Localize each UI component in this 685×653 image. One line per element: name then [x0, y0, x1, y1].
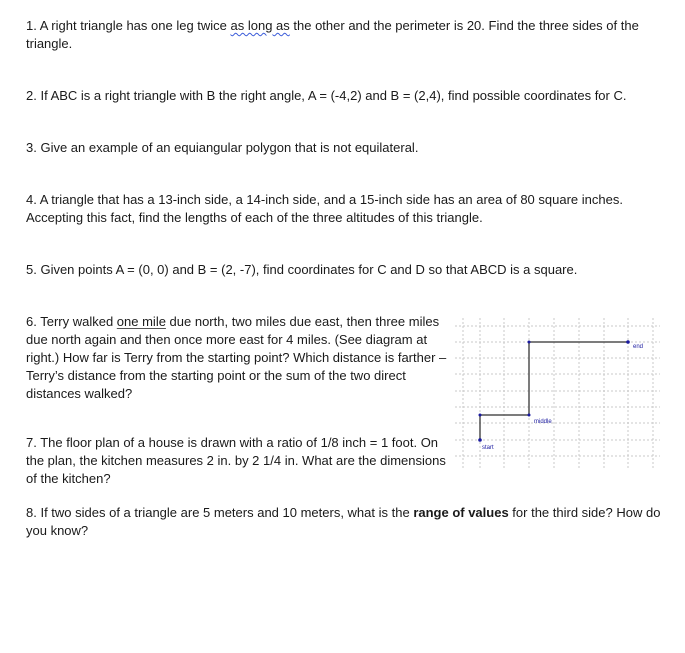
question-7: 7. The floor plan of a house is drawn with a ratio of 1/8 inch = 1 foot. On the plan, the kitchen measures 2 in. by 2 1/4 in. What are the dimensions of the kitchen?	[26, 435, 446, 486]
question-2: 2. If ABC is a right triangle with B the right angle, A = (-4,2) and B = (2,4), find possible coordinates for C.	[26, 88, 627, 103]
question-1	[26, 17, 676, 53]
question-1-tail: the other and the perimeter is 20. Find the three sides of the triangle.	[26, 18, 639, 51]
question-6	[26, 313, 451, 403]
walk-diagram	[455, 318, 660, 468]
start-point	[478, 438, 482, 442]
question-4: 4. A triangle that has a 13-inch side, a 14-inch side, and a 15-inch side has an area of 80 square inches. Accepting this fact, find the lengths of each of the three altitudes of this triangle.	[26, 192, 623, 225]
question-6-tail: due north, two miles due east, then three miles due north again and then once more east for 4 miles. (See diagram at right.) How far is Terry from the starting point? Which distance is farther – Terry’s distance from the starting point or the sum of the two direct distances walked?	[26, 314, 447, 401]
middle-point	[528, 414, 531, 417]
end-point	[626, 340, 630, 344]
question-8	[26, 504, 676, 540]
question-1-flagged-phrase: as long as	[230, 18, 290, 33]
question-1-lead: 1. A right triangle has one leg twice	[26, 18, 231, 33]
turn-point-1	[479, 414, 482, 417]
question-8-bold-phrase: range of values	[413, 505, 509, 520]
question-6-underlined-phrase: one mile	[116, 314, 166, 329]
start-label: start	[482, 445, 494, 451]
end-label: end	[633, 344, 644, 350]
question-6-lead: 6. Terry walked	[26, 314, 117, 329]
question-5: 5. Given points A = (0, 0) and B = (2, -7), find coordinates for C and D so that ABCD is a square.	[26, 262, 578, 277]
question-8-tail: for the third side? How do you know?	[26, 505, 661, 538]
middle-label: middle	[534, 419, 552, 425]
turn-point-2	[528, 341, 531, 344]
question-8-lead: 8. If two sides of a triangle are 5 meters and 10 meters, what is the	[26, 505, 414, 520]
question-3: 3. Give an example of an equiangular polygon that is not equilateral.	[26, 140, 419, 155]
